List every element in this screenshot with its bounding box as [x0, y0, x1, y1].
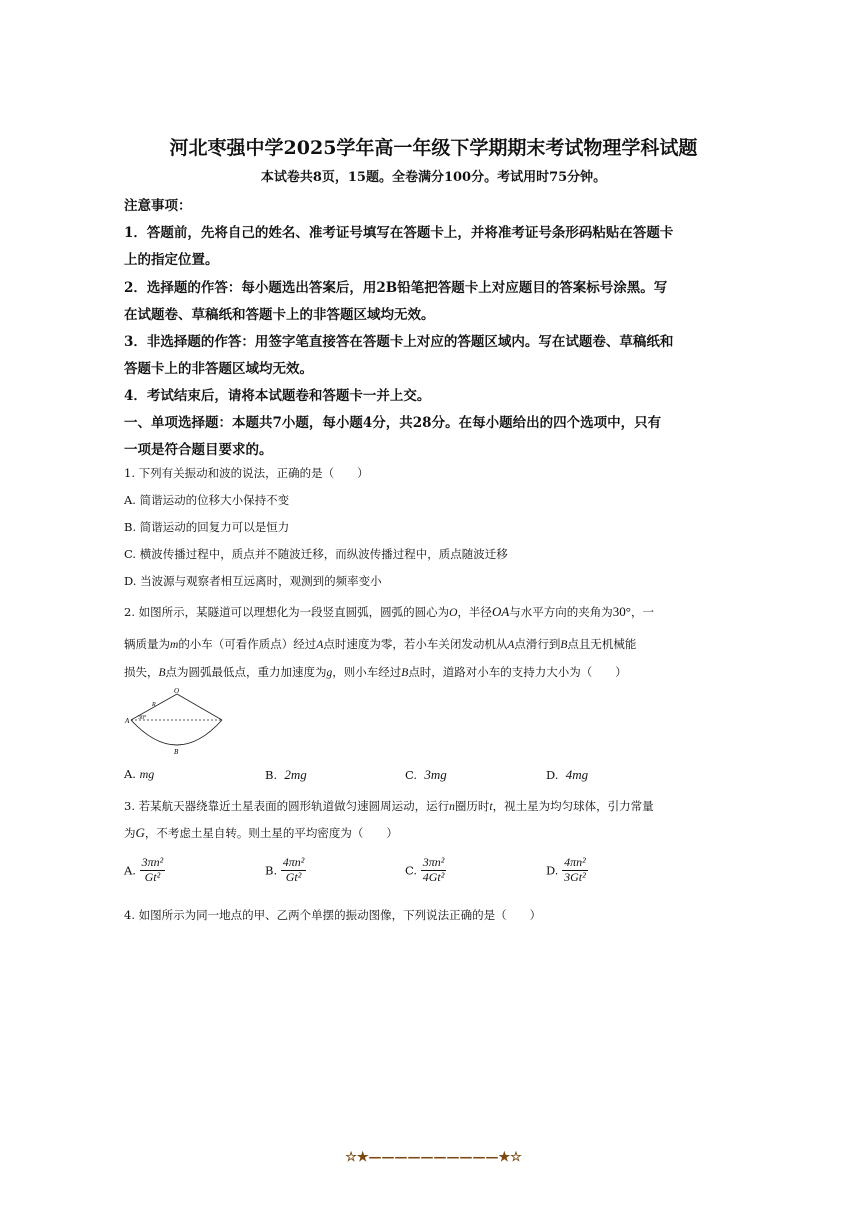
- notice-item-1-line-1: 1．答题前，先将自己的姓名、准考证号填写在答题卡上，并将准考证号条形码粘贴在答题卡: [124, 225, 674, 241]
- q1-option-a: A. 简谐运动的位移大小保持不变: [124, 493, 290, 507]
- q3-option-b: B. $\frac{\text{4πn²}}{\text{Gt²}}$: [265, 855, 305, 884]
- notice-item-1-line-2: 上的指定位置。: [124, 252, 219, 268]
- q3-option-a: A. $\frac{\text{3πn²}}{\text{Gt²}}$: [124, 855, 164, 884]
- label-r: R: [152, 702, 156, 708]
- q2-option-a: A. mg: [124, 767, 155, 781]
- q1-option-d: D. 当波源与观察者相互远离时，观测到的频率变小: [124, 574, 382, 588]
- page-title: 河北枣强中学2025学年高一年级下学期期末考试物理学科试题: [169, 137, 698, 159]
- label-a: A: [125, 717, 130, 725]
- q3-stem-line-2: 为G，不考虑土星自转。则土星的平均密度为（ ）: [124, 825, 398, 840]
- q2-stem-line-2: 辆质量为m的小车（可看作质点）经过A点时速度为零，若小车关闭发动机从A点滑行到B点且无机械能: [124, 637, 637, 651]
- section-1-line-1: 一、单项选择题：本题共7小题，每小题4分，共28分。在每小题给出的四个选项中，只有: [124, 415, 662, 431]
- notice-item-3-line-1: 3．非选择题的作答：用签字笔直接答在答题卡上对应的答题区域内。写在试题卷、草稿纸和: [124, 334, 674, 350]
- label-angle: 30°: [138, 715, 147, 721]
- label-b: B: [174, 748, 179, 756]
- notice-item-3-line-2: 答题卡上的非答题区域均无效。: [124, 361, 313, 377]
- notice-item-4: 4．考试结束后，请将本试题卷和答题卡一并上交。: [124, 388, 431, 404]
- q1-option-c: C. 横波传播过程中，质点并不随波迁移，而纵波传播过程中，质点随波迁移: [124, 547, 508, 561]
- exam-info: 本试卷共8页，15题。全卷满分100分。考试用时75分钟。: [260, 170, 607, 185]
- q4-stem: 4. 如图所示为同一地点的甲、乙两个单摆的振动图像，下列说法正确的是（ ）: [124, 908, 542, 922]
- q3-stem-line-1: 3. 若某航天器绕靠近土星表面的圆形轨道做匀速圆周运动，运行n圈历时t，视土星为均匀球体，引力常量: [124, 799, 654, 813]
- radius-right-line: [177, 694, 222, 720]
- arc-path: [131, 720, 222, 745]
- page-footer-decoration: ☆★——————————★☆: [345, 1150, 522, 1165]
- q2-stem-line-3: 损失，B点为圆弧最低点，重力加速度为g，则小车经过B点时，道路对小车的支持力大小为（ ）: [124, 665, 627, 679]
- q3-option-c: C. $\frac{\text{3πn²}}{\text{4Gt²}}$: [405, 855, 445, 884]
- q3-option-d: D. $\frac{\text{4πn²}}{\text{3Gt²}}$: [546, 855, 586, 884]
- q1-stem: 1. 下列有关振动和波的说法，正确的是（ ）: [124, 466, 369, 480]
- q2-tunnel-arc-figure: [122, 686, 232, 756]
- q2-option-d: D. 4mg: [546, 767, 589, 782]
- q2-option-b: B. 2mg: [265, 767, 307, 782]
- q1-option-b: B. 简谐运动的回复力可以是恒力: [124, 520, 290, 534]
- notice-item-2-line-2: 在试题卷、草稿纸和答题卡上的非答题区域均无效。: [124, 307, 435, 323]
- label-o: O: [174, 687, 180, 695]
- section-1-line-2: 一项是符合题目要求的。: [124, 442, 273, 458]
- q2-stem-line-1: 2. 如图所示，某隧道可以理想化为一段竖直圆弧，圆弧的圆心为O，半径OA与水平方向的夹角为30°，一: [124, 604, 654, 619]
- notice-heading: 注意事项：: [124, 198, 192, 214]
- q2-option-c: C. 3mg: [405, 767, 447, 782]
- notice-item-2-line-1: 2．选择题的作答：每小题选出答案后，用2B铅笔把答题卡上对应题目的答案标号涂黑。写: [124, 280, 668, 296]
